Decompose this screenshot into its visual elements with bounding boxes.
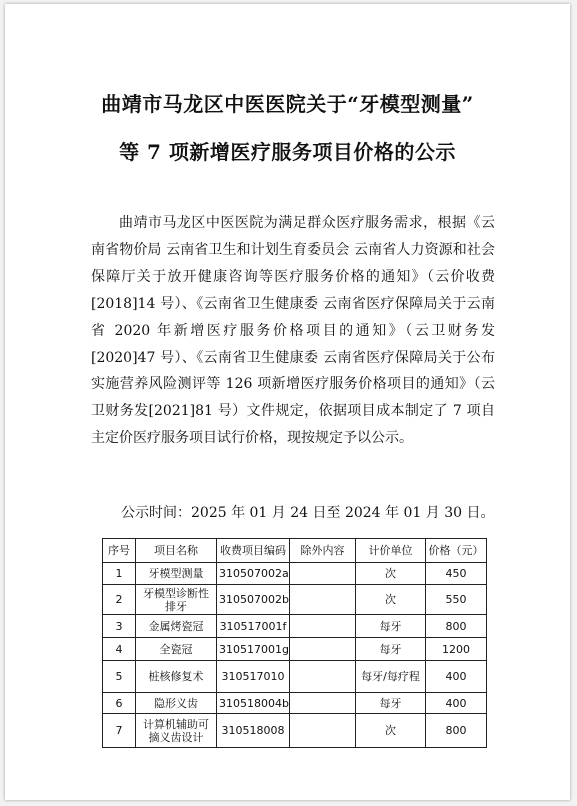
cell-name: 牙模型测量 xyxy=(136,563,217,585)
cell-exclude xyxy=(290,563,356,585)
pricing-table-body xyxy=(103,563,487,748)
body-paragraph: 曲靖市马龙区中医医院为满足群众医疗服务需求，根据《云南省物价局 云南省卫生和计划生育委员会 云南省人力资源和社会保障厅关于放开健康咨询等医疗服务价格的通知》（云价收费[2018]14 号）、《云南省卫生健康委 云南省医疗保障局关于云南省 2020 年新增医疗服务价格项目的通知》（云卫财务发[2020]47 号）、《云南省卫生健康委 云南省医疗保障局关于公布实施营养风险测评等 126 项新增医疗服务价格项目的通知》（云卫财务发[2021]81 号）文件规定，依据项目成本制定了 7 项自主定价医疗服务项目试行价格，现按规定予以公示。 xyxy=(91,215,495,447)
table-header-row xyxy=(103,539,487,563)
cell-code: 310518008 xyxy=(217,714,290,748)
table-row xyxy=(103,563,487,585)
cell-name: 计算机辅助可摘义齿设计 xyxy=(136,714,217,748)
header-code: 收费项目编码 xyxy=(217,539,290,563)
cell-unit: 每牙 xyxy=(356,615,426,638)
cell-price: 800 xyxy=(426,615,487,638)
cell-unit: 次 xyxy=(356,585,426,615)
table-row xyxy=(103,585,487,615)
table-row xyxy=(103,714,487,748)
cell-name: 桩核修复术 xyxy=(136,661,217,693)
cell-price: 1200 xyxy=(426,638,487,661)
pricing-table xyxy=(102,538,487,748)
cell-unit: 每牙 xyxy=(356,693,426,714)
cell-name: 金属烤瓷冠 xyxy=(136,615,217,638)
cell-unit: 每牙/每疗程 xyxy=(356,661,426,693)
cell-unit: 每牙 xyxy=(356,638,426,661)
cell-unit: 次 xyxy=(356,714,426,748)
cell-no: 1 xyxy=(103,563,136,585)
cell-no: 3 xyxy=(103,615,136,638)
table-row xyxy=(103,638,487,661)
table-row xyxy=(103,693,487,714)
cell-name: 隐形义齿 xyxy=(136,693,217,714)
cell-code: 310517001g xyxy=(217,638,290,661)
cell-unit: 次 xyxy=(356,563,426,585)
document-title-line-2: 等 7 项新增医疗服务项目价格的公示 xyxy=(119,140,456,164)
cell-code: 310517001f xyxy=(217,615,290,638)
cell-name: 全瓷冠 xyxy=(136,638,217,661)
cell-exclude xyxy=(290,693,356,714)
pricing-table-header xyxy=(103,539,487,563)
header-price: 价格（元） xyxy=(426,539,487,563)
cell-code: 310517010 xyxy=(217,661,290,693)
cell-price: 400 xyxy=(426,661,487,693)
cell-no: 6 xyxy=(103,693,136,714)
document-page xyxy=(5,4,570,800)
cell-exclude xyxy=(290,661,356,693)
cell-price: 550 xyxy=(426,585,487,615)
cell-exclude xyxy=(290,714,356,748)
cell-no: 4 xyxy=(103,638,136,661)
header-no: 序号 xyxy=(103,539,136,563)
cell-code: 310507002b xyxy=(217,585,290,615)
cell-name: 牙模型诊断性排牙 xyxy=(136,585,217,615)
cell-code: 310518004b xyxy=(217,693,290,714)
cell-code: 310507002a xyxy=(217,563,290,585)
header-unit: 计价单位 xyxy=(356,539,426,563)
document-title-line-1: 曲靖市马龙区中医医院关于“牙模型测量” xyxy=(101,92,474,116)
notice-period: 公示时间：2025 年 01 月 24 日至 2024 年 01 月 30 日。 xyxy=(121,505,495,521)
cell-price: 400 xyxy=(426,693,487,714)
cell-exclude xyxy=(290,585,356,615)
table-row xyxy=(103,661,487,693)
cell-exclude xyxy=(290,615,356,638)
cell-no: 2 xyxy=(103,585,136,615)
header-name: 项目名称 xyxy=(136,539,217,563)
cell-price: 450 xyxy=(426,563,487,585)
document-body xyxy=(91,210,495,452)
cell-exclude xyxy=(290,638,356,661)
table-row xyxy=(103,615,487,638)
cell-no: 7 xyxy=(103,714,136,748)
header-exclude: 除外内容 xyxy=(290,539,356,563)
cell-no: 5 xyxy=(103,661,136,693)
cell-price: 800 xyxy=(426,714,487,748)
